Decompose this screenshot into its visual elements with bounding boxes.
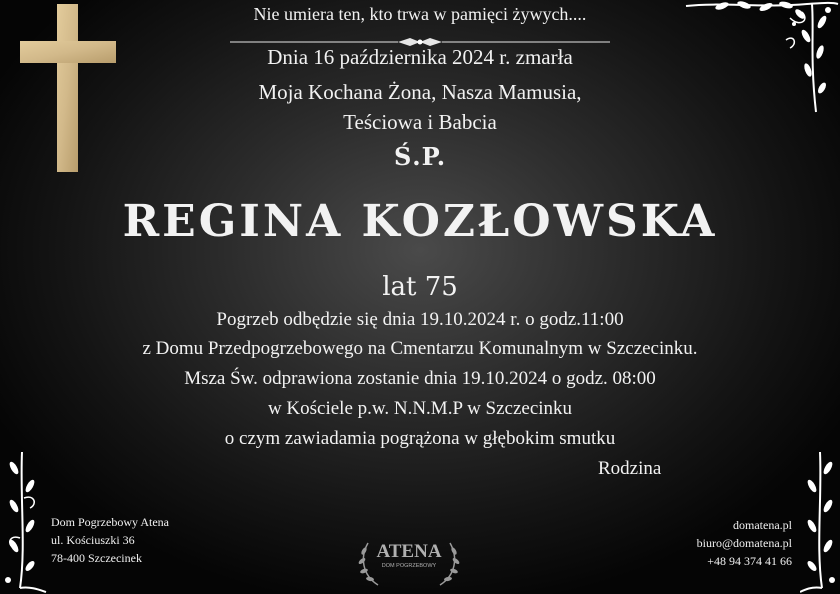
phone-number: +48 94 374 41 66 (707, 554, 792, 568)
floral-corner-icon (0, 448, 48, 594)
funeral-line-1: Pogrzeb odbędzie się dnia 19.10.2024 r. o godz.11:00 (216, 309, 624, 330)
logo-name: ATENA (376, 541, 442, 562)
announcement-line-3: Teściowa i Babcia (343, 110, 497, 134)
logo-tagline: DOM POGRZEBOWY (381, 563, 437, 569)
email-link[interactable]: biuro@domatena.pl (696, 536, 792, 550)
floral-corner-icon (800, 448, 840, 594)
announcement-line-1: Dnia 16 października 2024 r. zmarła (267, 45, 573, 69)
funeral-line-4: w Kościele p.w. N.N.M.P w Szczecinku (267, 398, 573, 419)
funeral-line-2: z Domu Przedpogrzebowego na Cmentarzu Komunalnym w Szczecinku. (142, 338, 698, 359)
funeral-line-3: Msza Św. odprawiona zostanie dnia 19.10.2024 o godz. 08:00 (184, 368, 656, 389)
company-city: 78-400 Szczecinek (51, 551, 142, 565)
company-street: ul. Kościuszki 36 (51, 533, 135, 547)
announcement-line-2: Moja Kochana Żona, Nasza Mamusia, (258, 80, 582, 104)
website-link[interactable]: domatena.pl (733, 518, 792, 532)
company-contact (697, 516, 792, 570)
motto: Nie umiera ten, kto trwa w pamięci żywych.... (253, 4, 587, 24)
signature: Rodzina (598, 458, 662, 479)
funeral-line-5: o czym zawiadamia pogrążona w głębokim smutku (224, 428, 616, 449)
company-address (51, 513, 169, 567)
deceased-age: lat 75 (382, 272, 458, 302)
sp-abbreviation: Ś.P. (393, 142, 447, 171)
atena-logo (354, 533, 464, 591)
deceased-name: REGINA KOZŁOWSKA (122, 196, 718, 247)
company-name: Dom Pogrzebowy Atena (51, 515, 169, 529)
